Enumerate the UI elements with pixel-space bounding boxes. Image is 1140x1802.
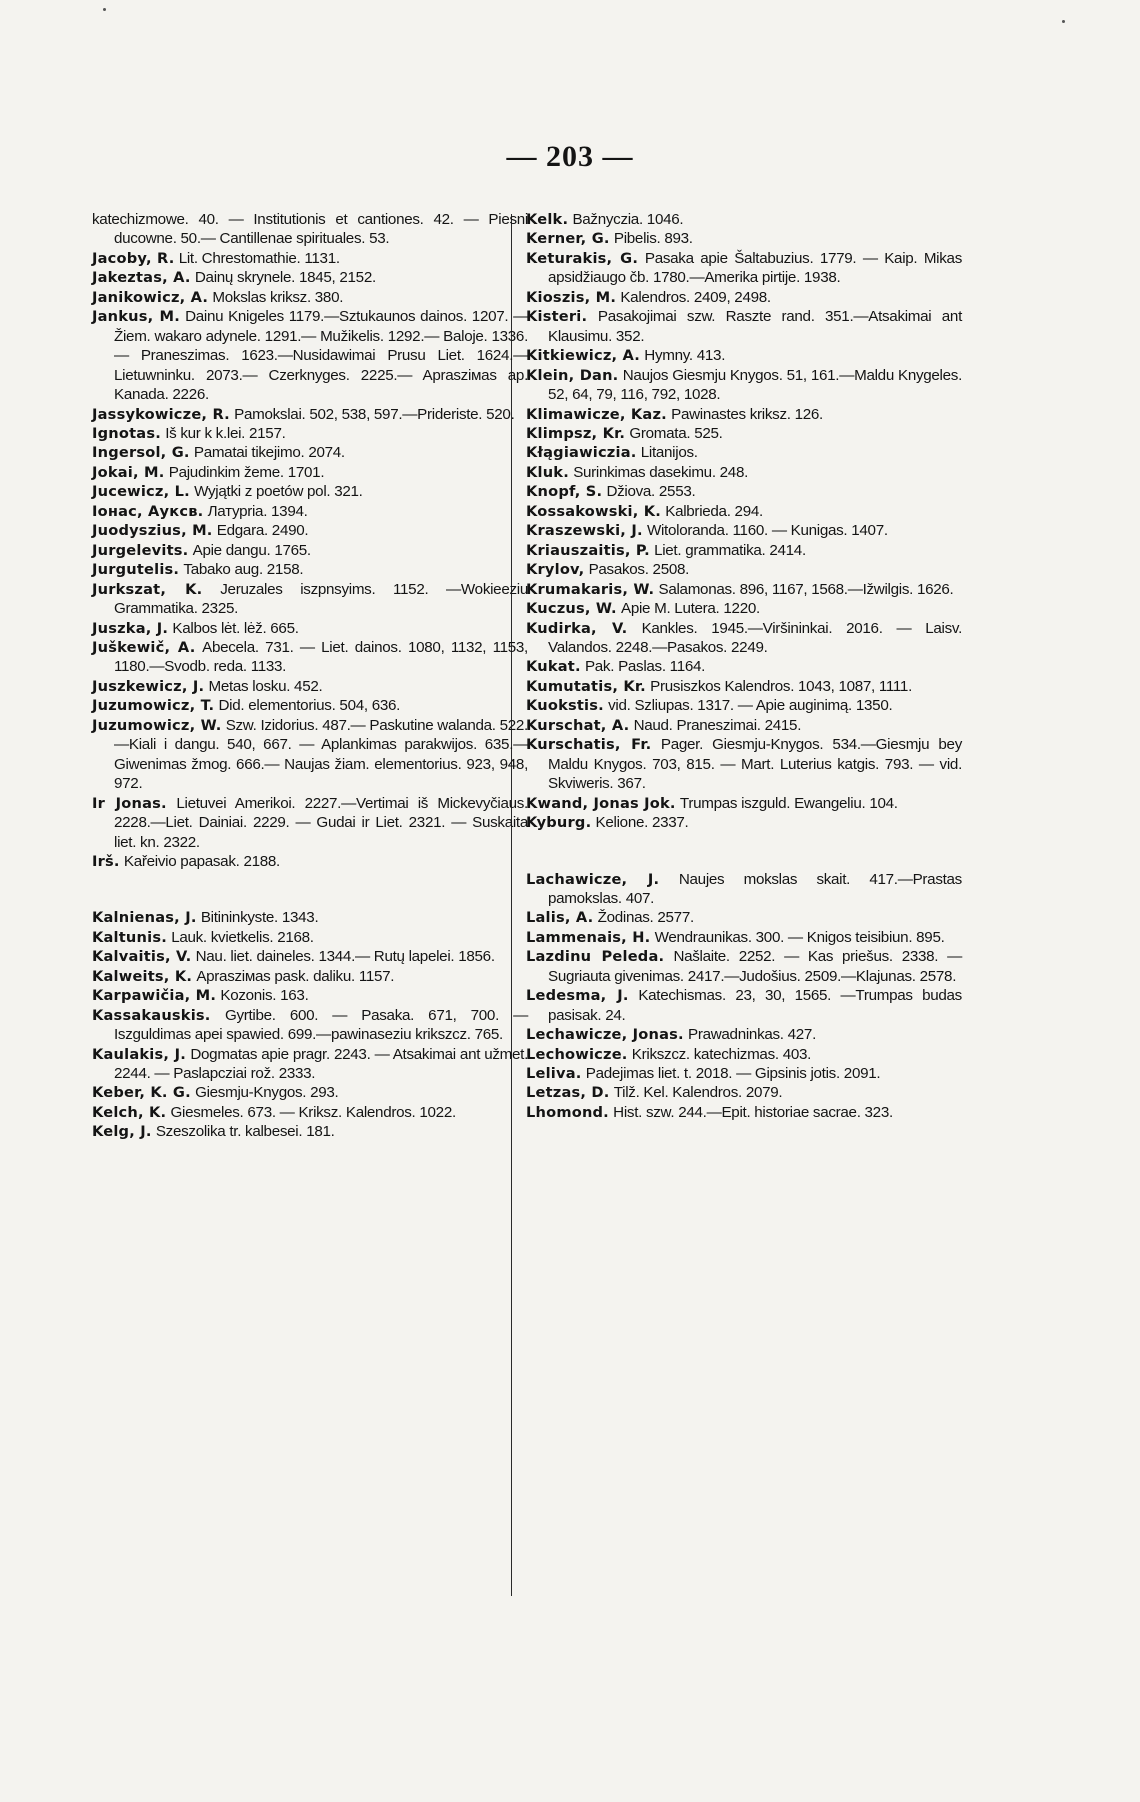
entry-works: Kozonis. 163. (220, 987, 309, 1005)
catalog-entry (92, 908, 528, 927)
entry-author: Ingersol, G. (92, 444, 190, 462)
catalog-entry (526, 1025, 962, 1044)
right-column (526, 210, 962, 1122)
entry-author: Kwand, Jonas Jok. (526, 794, 676, 812)
entry-author: Kuczus, W. (526, 600, 617, 618)
entry-works: vid. Szliupas. 1317. — Apie auginimą. 1350. (608, 697, 893, 715)
entry-works: Edgara. 2490. (216, 522, 309, 540)
catalog-entry (92, 986, 528, 1005)
entry-works: Mokslas kriksz. 380. (212, 288, 344, 306)
catalog-entry (92, 307, 528, 404)
entry-author: Juzumowicz, T. (92, 697, 215, 715)
entry-works: Did. elementorius. 504, 636. (218, 697, 401, 715)
catalog-entry (92, 560, 528, 579)
entry-works: Salamonas. 896, 1167, 1568.—Ižwilgis. 1626. (658, 580, 954, 598)
entry-works: Pager. Giesmju-Knygos. 534.—Giesmju bey Maldu Knygos. 703, 815. — Mart. Luterius katgis. 793. — vid. Skviweris. 367. (548, 736, 963, 793)
entry-author: Irš. (92, 852, 120, 870)
entry-author: Lazdinu Peleda. (526, 948, 665, 966)
entry-author: Krylov, (526, 561, 585, 579)
entry-works: katechizmowe. 40. — Institutionis et cantiones. 42. — Piesni ducowne. 50.— Cantillenae spirituales. 53. (92, 211, 528, 248)
entry-works: Naud. Praneszimai. 2415. (633, 716, 802, 734)
entry-author: Jacoby, R. (92, 249, 175, 267)
catalog-entry (92, 541, 528, 560)
entry-works: Lit. Chrestomathie. 1131. (178, 249, 340, 267)
entry-author: Letzas, D. (526, 1084, 610, 1102)
entry-works: Pasakos. 2508. (588, 561, 690, 579)
catalog-entry (526, 366, 962, 405)
catalog-entry (526, 580, 962, 599)
entry-author: Kelch, K. (92, 1103, 167, 1121)
catalog-entry (526, 696, 962, 715)
entry-works: Metas losku. 452. (208, 677, 323, 695)
entry-works: Gromata. 525. (629, 424, 723, 442)
entry-author: Іонас, Ауксв. (92, 502, 204, 520)
catalog-entry (526, 928, 962, 947)
catalog-entry (526, 443, 962, 462)
catalog-entry (92, 677, 528, 696)
entry-works: Jeruzales iszpnsyims. 1152. —Wokieeziu Grammatika. 2325. (114, 580, 528, 618)
entry-works: Tilž. Kel. Kalendros. 2079. (613, 1084, 783, 1102)
catalog-entry (526, 1103, 962, 1122)
catalog-entry (526, 794, 962, 813)
catalog-entry (92, 502, 528, 521)
entry-works: Aprasziмas pask. daliku. 1157. (196, 967, 395, 985)
entry-works: Wyjątki z poetów pol. 321. (194, 483, 363, 501)
catalog-entry (92, 482, 528, 501)
entry-author: Keber, K. G. (92, 1084, 191, 1102)
entry-works: Pasakojimai szw. Raszte rand. 351.—Atsakimai ant Klausimu. 352. (548, 308, 962, 345)
entry-works: Bitininkyste. 1343. (200, 909, 319, 927)
entry-works: Pamatai tikejimo. 2074. (193, 444, 345, 462)
entry-works: Padejimas liet. t. 2018. — Gipsinis jotis. 2091. (585, 1065, 881, 1083)
right-section-l (526, 870, 962, 1123)
entry-works: Szeszolika tr. kalbesei. 181. (155, 1123, 335, 1141)
catalog-entry (92, 852, 528, 871)
entry-author: Kumutatis, Kr. (526, 677, 646, 695)
entry-works: Wendraunikas. 300. — Knigos teisibiun. 895. (654, 928, 945, 946)
entry-works: Litanijos. (640, 444, 698, 462)
entry-works: Katechismas. 23, 30, 1565. —Trumpas budas pasisak. 24. (548, 987, 962, 1024)
catalog-entry (526, 619, 962, 658)
entry-works: Liet. grammatika. 2414. (654, 541, 806, 559)
catalog-entry (526, 541, 962, 560)
entry-author: Jurgutelis. (92, 561, 180, 579)
entry-author: Keturakis, G. (526, 249, 639, 267)
catalog-entry (92, 580, 528, 619)
catalog-entry (526, 716, 962, 735)
entry-author: Kitkiewicz, A. (526, 347, 641, 365)
catalog-entry (92, 521, 528, 540)
scan-speck (103, 8, 106, 11)
catalog-entry (526, 521, 962, 540)
entry-author: Kriauszaitis, P. (526, 541, 650, 559)
catalog-entry (92, 619, 528, 638)
entry-author: Juzumowicz, W. (92, 716, 222, 734)
entry-works: Szw. Izidorius. 487.— Paskutine walanda. 522.—Kiali i dangu. 540, 667. — Aplankimas parakwijos. 635.— Giwenimas žmog. 666.— Naujas žiam. elementorius. 923, 948, 972. (114, 716, 528, 793)
entry-works: Giesmju-Knygos. 293. (195, 1084, 339, 1102)
entry-works: Dainų skrynele. 1845, 2152. (194, 269, 376, 287)
entry-author: Kaulakis, J. (92, 1045, 186, 1063)
entry-author: Kudirka, V. (526, 619, 628, 637)
entry-works: Krikszcz. katechizmas. 403. (631, 1045, 812, 1063)
catalog-entry (526, 657, 962, 676)
entry-author: Kaltunis. (92, 928, 167, 946)
entry-works: Tabako aug. 2158. (183, 561, 304, 579)
entry-author: Klimpsz, Kr. (526, 424, 626, 442)
entry-author: Jurgelevits. (92, 541, 189, 559)
catalog-entry (526, 908, 962, 927)
catalog-entry (526, 560, 962, 579)
entry-author: Kioszis, M. (526, 288, 617, 306)
entry-author: Jokai, M. (92, 463, 165, 481)
catalog-entry (526, 346, 962, 365)
catalog-entry (92, 405, 528, 424)
entry-author: Kukat. (526, 658, 581, 676)
entry-author: Kassakauskis. (92, 1006, 211, 1024)
entry-author: Ignotas. (92, 424, 161, 442)
entry-works: Naujos Giesmju Knygos. 51, 161.—Maldu Knygeles. 52, 64, 79, 116, 792, 1028. (548, 366, 962, 404)
entry-works: Kalbos lėt. lėž. 665. (172, 619, 299, 637)
entry-works: Kalendros. 2409, 2498. (620, 288, 771, 306)
left-column (92, 210, 528, 1142)
catalog-entry (526, 813, 962, 832)
catalog-entry (92, 288, 528, 307)
entry-author: Kraszewski, J. (526, 522, 643, 540)
right-section-k (526, 210, 962, 833)
entry-author: Krumakaris, W. (526, 580, 655, 598)
entry-works: Pajudinkim žeme. 1701. (168, 463, 325, 481)
catalog-entry (526, 307, 962, 346)
entry-author: Knopf, S. (526, 483, 603, 501)
left-section-i-j (92, 210, 528, 871)
entry-works: Pamokslai. 502, 538, 597.—Prideriste. 520. (234, 405, 515, 423)
entry-author: Kluk. (526, 463, 569, 481)
catalog-entry (92, 1045, 528, 1084)
catalog-entry (526, 424, 962, 443)
catalog-entry (92, 210, 528, 249)
entry-works: Džiova. 2553. (606, 483, 696, 501)
entry-author: Klimawicze, Kaz. (526, 405, 667, 423)
entry-author: Lhomond. (526, 1103, 609, 1121)
entry-author: Juszka, J. (92, 619, 169, 637)
entry-works: Kalbriеda. 294. (665, 502, 763, 520)
entry-author: Kerner, G. (526, 230, 610, 248)
catalog-entry (92, 1122, 528, 1141)
catalog-entry (526, 210, 962, 229)
catalog-entry (92, 1103, 528, 1122)
entry-author: Ledesma, J. (526, 987, 629, 1005)
catalog-entry (92, 967, 528, 986)
entry-works: Našlaite. 2252. — Kas priešus. 2338. — Sugriauta givenimas. 2417.—Judošius. 2509.—Klajunas. 2578. (548, 948, 962, 985)
catalog-entry (92, 443, 528, 462)
entry-author: Kurschatis, Fr. (526, 736, 652, 754)
entry-author: Jurkszat, K. (92, 580, 203, 598)
catalog-entry (92, 716, 528, 794)
entry-author: Kalvaitis, V. (92, 948, 192, 966)
entry-works: Hymny. 413. (644, 347, 726, 365)
entry-author: Ir Jonas. (92, 794, 167, 812)
entry-author: Kisteri. (526, 308, 588, 326)
entry-works: Dogmatas apie pragr. 2243. — Atsakimai ant užmet. 2244. — Paslapcziai rož. 2333. (114, 1045, 528, 1083)
scan-speck (1062, 20, 1065, 23)
catalog-entry (92, 463, 528, 482)
catalog-entry (526, 482, 962, 501)
entry-works: Žodinas. 2577. (597, 909, 694, 927)
catalog-entry (92, 1006, 528, 1045)
entry-works: Surinkimas dasekimu. 248. (573, 463, 749, 481)
entry-works: Prawadninkas. 427. (688, 1026, 816, 1044)
page-number: — 203 — (506, 140, 634, 173)
catalog-entry (92, 928, 528, 947)
catalog-entry (526, 288, 962, 307)
catalog-entry (526, 502, 962, 521)
catalog-entry (92, 268, 528, 287)
entry-author: Juszkewicz, J. (92, 677, 205, 695)
entry-works: Kelione. 2337. (595, 814, 689, 832)
catalog-entry (526, 229, 962, 248)
entry-works: Nau. liet. daineles. 1344.— Rutų lapelei. 1856. (195, 948, 495, 966)
entry-author: Kossakowski, K. (526, 502, 661, 520)
entry-author: Jakeztas, A. (92, 269, 191, 287)
entry-author: Jassykowicze, R. (92, 405, 230, 423)
catalog-entry (92, 1083, 528, 1102)
catalog-entry (92, 638, 528, 677)
entry-works: Pawinastes kriksz. 126. (671, 405, 823, 423)
entry-author: Juodyszius, M. (92, 522, 213, 540)
entry-works: Iš kur k k.lei. 2157. (165, 424, 286, 442)
entry-works: Pibelis. 893. (613, 230, 693, 248)
entry-author: Kuokstis. (526, 697, 604, 715)
catalog-entry (526, 986, 962, 1025)
catalog-entry (526, 947, 962, 986)
entry-works: Lauk. kvietkelis. 2168. (171, 928, 314, 946)
left-section-k (92, 908, 528, 1141)
entry-works: Hist. szw. 244.—Epit. historiae sacrae. 323. (613, 1103, 893, 1121)
entry-author: Kalnienas, J. (92, 909, 197, 927)
entry-works: Abecela. 731. — Liet. dainos. 1080, 1132, 1153, 1180.—Svodb. reda. 1133. (114, 638, 528, 676)
entry-works: Gyrtibe. 600. — Pasaka. 671, 700. — Iszguldimas apei spawied. 699.—pawinaseziu krikszcz. 765. (114, 1006, 528, 1044)
entry-works: Witoloranda. 1160. — Kunigas. 1407. (646, 522, 888, 540)
entry-author: Kelg, J. (92, 1123, 152, 1141)
catalog-entry (526, 249, 962, 288)
entry-author: Leliva. (526, 1065, 582, 1083)
entry-author: Karpawičia, M. (92, 987, 217, 1005)
catalog-entry (526, 1045, 962, 1064)
entry-author: Lammenais, H. (526, 928, 651, 946)
entry-works: Apie M. Lutera. 1220. (620, 600, 760, 618)
entry-author: Kłągiawiczia. (526, 444, 637, 462)
entry-works: Apie dangu. 1765. (192, 541, 311, 559)
entry-author: Lechawicze, Jonas. (526, 1026, 684, 1044)
catalog-entry (526, 405, 962, 424)
entry-works: Латурria. 1394. (207, 502, 308, 520)
entry-author: Lalis, A. (526, 909, 594, 927)
entry-works: Prusiszkos Kalendros. 1043, 1087, 1111. (650, 677, 912, 695)
entry-works: Giesmeles. 673. — Kriksz. Kalendros. 1022. (170, 1103, 456, 1121)
entry-works: Bažnyczia. 1046. (572, 211, 684, 228)
entry-author: Jucewicz, L. (92, 483, 190, 501)
catalog-entry (92, 696, 528, 715)
catalog-entry (92, 794, 528, 852)
catalog-entry (526, 735, 962, 793)
entry-works: Naujes mokslas skait. 417.—Prastas pamokslas. 407. (548, 870, 962, 907)
catalog-entry (526, 599, 962, 618)
entry-works: Pasaka apie Šaltabuzius. 1779. — Kaip. Mikas apsidžiaugo čb. 1780.—Amerika pirtije. 1938. (548, 249, 962, 287)
entry-works: Kankles. 1945.—Viršininkai. 2016. — Laisv. Valandos. 2248.—Pasakos. 2249. (548, 619, 962, 656)
catalog-entry (92, 947, 528, 966)
entry-author: Jankus, M. (92, 308, 181, 326)
entry-works: Pak. Paslas. 1164. (584, 658, 706, 676)
entry-author: Kyburg. (526, 814, 592, 832)
catalog-entry (526, 870, 962, 909)
catalog-entry (526, 463, 962, 482)
entry-author: Janikowicz, A. (92, 288, 209, 306)
entry-author: Klein, Dan. (526, 366, 619, 384)
entry-works: Lietuvei Amerikoi. 2227.—Vertimai iš Mickevyčiaus. 2228.—Liet. Dainiai. 2229. — Gudai ir Liet. 2321. — Suskaita liet. kn. 2322. (114, 794, 528, 851)
entry-works: Trumpas iszguld. Ewangeliu. 104. (679, 794, 898, 812)
entry-author: Juškewič, A. (92, 638, 196, 656)
entry-works: Kařeivio papasak. 2188. (123, 852, 280, 870)
entry-author: Kelk. (526, 211, 569, 228)
catalog-entry (526, 1083, 962, 1102)
entry-works: Dainu Knigeles 1179.—Sztukaunos dainos. 1207. — Žiem. wakaro adynele. 1291.— Mužikelis. 1292.— Baloje. 1336.— Praneszimas. 1623.—Nusidawimai Prusu Liet. 1624.—Lietuwninku. 2073.— Czerknyges. 2225.— Aprasziмas ap. Kanada. 2226. (114, 308, 528, 404)
catalog-entry (92, 424, 528, 443)
entry-author: Lechowicze. (526, 1045, 628, 1063)
catalog-entry (92, 249, 528, 268)
entry-author: Lachawicze, J. (526, 870, 660, 888)
entry-author: Kurschat, A. (526, 716, 630, 734)
catalog-entry (526, 1064, 962, 1083)
catalog-entry (526, 677, 962, 696)
entry-author: Kalweits, K. (92, 967, 193, 985)
